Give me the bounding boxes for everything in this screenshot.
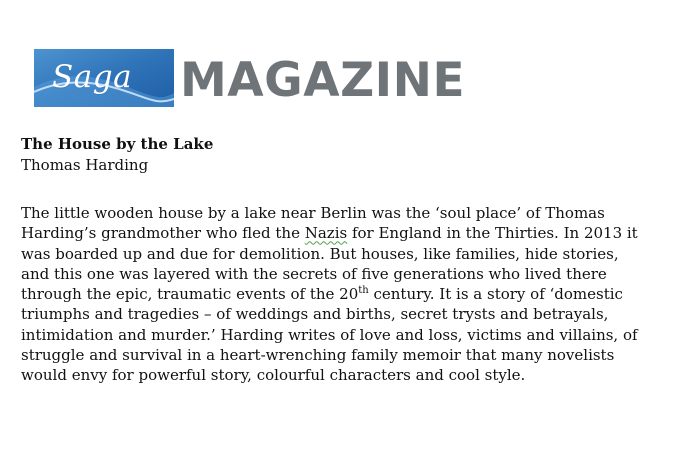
review-line-9: would envy for powerful story, colourful characters and cool style. — [21, 366, 526, 385]
review-line-6: triumphs and tragedies – of weddings and births, secret trysts and betrayals, — [21, 305, 609, 324]
spellcheck-marked-word: Nazis — [304, 224, 348, 243]
review-line-2-part-a: Harding’s grandmother who fled the — [21, 224, 305, 243]
saga-logo-badge — [34, 49, 174, 107]
review-line-2 — [21, 223, 647, 243]
review-line-4: and this one was layered with the secrets of five generations who lived there — [21, 264, 607, 283]
review-line-7: intimidation and murder.’ Harding writes of love and loss, victims and villains, of — [21, 325, 638, 344]
review-body — [21, 203, 647, 386]
book-meta — [21, 134, 213, 176]
book-title: The House by the Lake — [21, 135, 214, 153]
ordinal-suffix: th — [358, 285, 369, 297]
saga-logo-text: Saga — [52, 59, 133, 95]
review-line-5-part-b: century. It is a story of ‘domestic — [368, 285, 623, 304]
review-line-5 — [21, 284, 647, 304]
review-line-3: was boarded up and due for demolition. But houses, like families, hide stories, — [21, 244, 619, 263]
book-author: Thomas Harding — [21, 156, 149, 174]
review-line-5-part-a: through the epic, traumatic events of the 20 — [21, 285, 359, 304]
review-line-2-part-c: for England in the Thirties. In 2013 it — [347, 224, 638, 243]
magazine-logo-text: MAGAZINE — [180, 53, 466, 108]
review-line-1: The little wooden house by a lake near Berlin was the ‘soul place’ of Thomas — [21, 204, 605, 222]
saga-magazine-logo — [34, 47, 465, 107]
review-line-8: struggle and survival in a heart-wrenching family memoir that many novelists — [21, 346, 615, 365]
